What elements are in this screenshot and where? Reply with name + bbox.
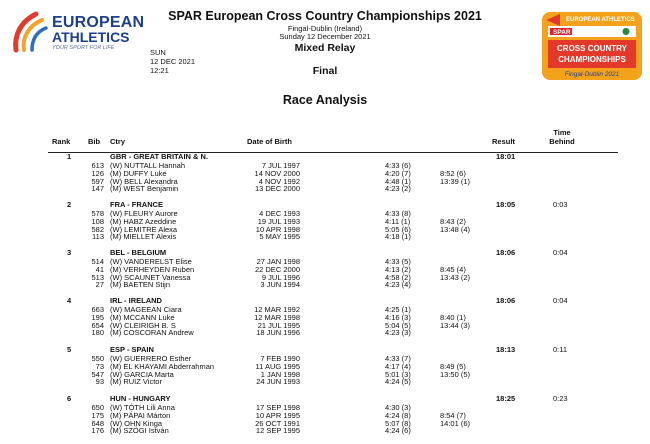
athlete-split-time: 8:43 (2): [440, 216, 466, 226]
athlete-leg-time: 4:18 (1): [385, 232, 411, 242]
col-result: Result: [492, 137, 515, 146]
athlete-name: (W) SCAUNET Vanessa: [110, 272, 191, 282]
team-name: HUN - HUNGARY: [110, 394, 171, 403]
athlete-dob: 9 JUL 1996: [261, 272, 300, 282]
athlete-bib: 578: [91, 209, 104, 218]
athlete-dob: 10 APR 1995: [255, 410, 300, 420]
team-result: 18:13: [496, 345, 516, 354]
athlete-bib: 147: [91, 184, 104, 194]
athlete-bib: 513: [91, 272, 104, 282]
team-behind: 0:23: [553, 394, 568, 403]
athlete-split-time: 8:49 (5): [440, 361, 466, 371]
athlete-name: (W) TÓTH Lili Anna: [110, 403, 175, 412]
athlete-bib: 41: [95, 264, 104, 274]
athlete-split-time: 13:39 (1): [440, 176, 471, 186]
championship-logo: [540, 10, 644, 82]
athlete-name: (W) GUERRERO Esther: [110, 354, 192, 363]
venue: Fingal-Dublin (Ireland): [287, 24, 363, 33]
athlete-leg-time: 4:17 (4): [385, 361, 411, 371]
athlete-name: (W) VANDERELST Elise: [110, 257, 192, 266]
athlete-dob: 4 DEC 1993: [259, 209, 300, 218]
athlete-name: (M) MIELLET Alexis: [110, 232, 177, 242]
athlete-dob: 18 JUN 1996: [256, 328, 300, 338]
athlete-split-time: 14:01 (6): [440, 418, 471, 428]
athlete-bib: 654: [91, 320, 104, 330]
athlete-leg-time: 4:23 (4): [385, 280, 411, 290]
team-rank: 5: [67, 345, 72, 354]
athlete-bib: 126: [91, 168, 104, 178]
athlete-name: (W) FLEURY Aurore: [110, 209, 178, 218]
team-rank: 6: [67, 394, 72, 403]
athlete-leg-time: 5:07 (8): [385, 418, 411, 428]
athlete-dob: 26 OCT 1991: [255, 418, 300, 428]
org-tagline: YOUR SPORT FOR LIFE: [52, 45, 115, 51]
athlete-dob: 3 JUN 1994: [260, 280, 300, 290]
svg-text:Fingal-Dublin 2021: Fingal-Dublin 2021: [564, 71, 620, 78]
athlete-bib: 175: [91, 410, 104, 420]
athlete-name: (M) DUFFY Luke: [110, 168, 167, 178]
athlete-name: (W) MAGEEAN Ciara: [110, 305, 182, 314]
athlete-dob: 7 JUL 1997: [261, 161, 300, 170]
athlete-bib: 180: [91, 328, 104, 338]
team-result: 18:05: [496, 200, 516, 209]
athlete-split-time: 13:50 (5): [440, 369, 471, 379]
athlete-bib: 650: [91, 403, 104, 412]
svg-text:CROSS COUNTRY: CROSS COUNTRY: [557, 44, 627, 53]
athlete-split-time: 8:45 (4): [440, 264, 466, 274]
athlete-leg-time: 4:33 (5): [385, 257, 411, 266]
athlete-leg-time: 5:04 (5): [385, 320, 411, 330]
athlete-name: (M) SZÖGI István: [110, 426, 169, 436]
athlete-dob: 12 MAR 1992: [254, 305, 300, 314]
athlete-bib: 27: [95, 280, 104, 290]
team-behind: 0:04: [553, 248, 568, 257]
athlete-name: (W) BELL Alexandra: [110, 176, 178, 186]
team-result: 18:06: [496, 248, 516, 257]
athlete-leg-time: 4:20 (7): [385, 168, 411, 178]
team-behind: 0:04: [553, 296, 568, 305]
athlete-name: (M) HABZ Azeddine: [110, 216, 177, 226]
athlete-leg-time: 4:24 (6): [385, 426, 411, 436]
athlete-leg-time: 5:05 (6): [385, 224, 411, 234]
athlete-name: (M) EL KHAYAMI Abderrahman: [110, 361, 215, 371]
athlete-leg-time: 4:11 (1): [385, 216, 411, 226]
col-behind-line2: Behind: [549, 137, 575, 146]
athlete-dob: 22 DEC 2000: [254, 264, 300, 274]
athlete-bib: 582: [91, 224, 104, 234]
athlete-bib: 73: [95, 361, 104, 371]
team-name: FRA - FRANCE: [110, 200, 164, 209]
athlete-name: (W) OHN Kinga: [110, 418, 163, 428]
event-date: Sunday 12 December 2021: [279, 32, 371, 41]
athlete-leg-time: 4:33 (8): [385, 209, 411, 218]
athlete-dob: 17 SEP 1998: [255, 403, 300, 412]
athlete-dob: 13 DEC 2000: [254, 184, 300, 194]
athlete-dob: 4 NOV 1992: [258, 176, 300, 186]
athlete-split-time: 8:54 (7): [440, 410, 466, 420]
athlete-dob: 11 AUG 1995: [255, 361, 300, 371]
athlete-name: (M) WEST Benjamin: [110, 184, 179, 194]
team-result: 18:01: [496, 152, 516, 161]
athlete-dob: 24 JUN 1993: [256, 377, 300, 387]
athlete-split-time: 13:48 (4): [440, 224, 471, 234]
col-dob: Date of Birth: [247, 137, 292, 146]
team-result: 18:25: [496, 394, 516, 403]
table-header: [0, 128, 650, 150]
athlete-leg-time: 4:33 (7): [385, 354, 411, 363]
athlete-split-time: 13:43 (2): [440, 272, 471, 282]
athlete-leg-time: 4:23 (2): [385, 184, 411, 194]
athlete-bib: 93: [95, 377, 104, 387]
page-title: SPAR European Cross Country Championships 2021: [168, 9, 482, 23]
athlete-dob: 10 APR 1998: [255, 224, 300, 234]
section-title: Race Analysis: [282, 93, 368, 107]
event-name: Mixed Relay: [294, 42, 356, 54]
athlete-leg-time: 4:23 (3): [385, 328, 411, 338]
athlete-bib: 663: [91, 305, 104, 314]
athlete-leg-time: 4:24 (5): [385, 377, 411, 387]
svg-text:SPAR: SPAR: [553, 29, 571, 36]
athlete-bib: 648: [91, 418, 104, 428]
print-datetime: [150, 48, 195, 75]
print-time: 12:21: [150, 66, 169, 75]
athlete-bib: 597: [91, 176, 104, 186]
team-name: ESP - SPAIN: [110, 345, 154, 354]
athlete-leg-time: 4:48 (1): [385, 176, 411, 186]
athletics-swoosh-icon: [10, 10, 50, 54]
team-rank: 3: [67, 248, 72, 257]
col-behind-line1: Time: [553, 128, 571, 137]
col-bib: Bib: [88, 137, 101, 146]
athlete-split-time: 13:44 (3): [440, 320, 471, 330]
athlete-leg-time: 4:24 (8): [385, 410, 411, 420]
team-behind: 0:03: [553, 200, 568, 209]
svg-text:EUROPEAN ATHLETICS: EUROPEAN ATHLETICS: [566, 17, 635, 23]
athlete-name: (W) CLEIRIGH B. S: [110, 320, 176, 330]
org-name-line2: ATHLETICS: [52, 29, 130, 45]
org-name-line1: EUROPEAN: [52, 14, 145, 31]
european-athletics-logo: [10, 10, 150, 54]
athlete-split-time: 8:40 (1): [440, 312, 466, 322]
athlete-name: (W) GARCIA Marta: [110, 369, 174, 379]
athlete-name: (M) MCCANN Luke: [110, 312, 175, 322]
athlete-bib: 514: [91, 257, 104, 266]
svg-text:CHAMPIONSHIPS: CHAMPIONSHIPS: [558, 55, 626, 64]
team-result: 18:06: [496, 296, 516, 305]
athlete-bib: 547: [91, 369, 104, 379]
athlete-leg-time: 4:33 (6): [385, 161, 411, 170]
team-behind: 0:11: [553, 345, 568, 354]
athlete-dob: 21 JUL 1995: [257, 320, 300, 330]
athlete-dob: 19 JUL 1993: [257, 216, 300, 226]
athlete-name: (M) PÁPAI Márton: [110, 410, 171, 420]
athlete-dob: 1 JAN 1998: [260, 369, 300, 379]
print-date: 12 DEC 2021: [150, 57, 196, 66]
athlete-dob: 7 FEB 1990: [260, 354, 300, 363]
athlete-name: (M) BAETEN Stijn: [110, 280, 171, 290]
athlete-name: (W) LEMITRE Alexa: [110, 224, 178, 234]
team-rank: 1: [67, 152, 72, 161]
col-rank: Rank: [52, 137, 71, 146]
team-rank: 2: [67, 200, 72, 209]
athlete-name: (M) COSCORAN Andrew: [110, 328, 194, 338]
athlete-bib: 613: [91, 161, 104, 170]
athlete-name: (W) NUTTALL Hannah: [110, 161, 186, 170]
athlete-bib: 108: [91, 216, 104, 226]
athlete-split-time: 8:52 (6): [440, 168, 466, 178]
print-day: SUN: [150, 48, 166, 57]
athlete-dob: 27 JAN 1998: [256, 257, 300, 266]
team-rank: 4: [67, 296, 72, 305]
athlete-dob: 12 MAR 1998: [254, 312, 300, 322]
athlete-leg-time: 5:01 (3): [385, 369, 411, 379]
athlete-dob: 5 MAY 1995: [259, 232, 300, 242]
round-name: Final: [312, 65, 338, 77]
col-ctry: Ctry: [110, 137, 126, 146]
athlete-name: (M) VERHEYDEN Ruben: [110, 264, 195, 274]
athlete-dob: 14 NOV 2000: [254, 168, 300, 178]
athlete-dob: 12 SEP 1995: [255, 426, 300, 436]
athlete-bib: 550: [91, 354, 104, 363]
team-name: BEL - BELGIUM: [110, 248, 167, 257]
championship-badge-icon: [540, 10, 644, 82]
athlete-leg-time: 4:13 (2): [385, 264, 411, 274]
athlete-leg-time: 4:30 (3): [385, 403, 411, 412]
team-name: GBR - GREAT BRITAIN & N.: [110, 152, 209, 161]
athlete-leg-time: 4:58 (2): [385, 272, 411, 282]
athlete-bib: 176: [91, 426, 104, 436]
athlete-leg-time: 4:25 (1): [385, 305, 411, 314]
athlete-name: (M) RUIZ Victor: [110, 377, 162, 387]
athlete-leg-time: 4:16 (3): [385, 312, 411, 322]
athlete-bib: 113: [92, 232, 104, 242]
athlete-bib: 195: [91, 312, 104, 322]
team-name: IRL - IRELAND: [110, 296, 162, 305]
